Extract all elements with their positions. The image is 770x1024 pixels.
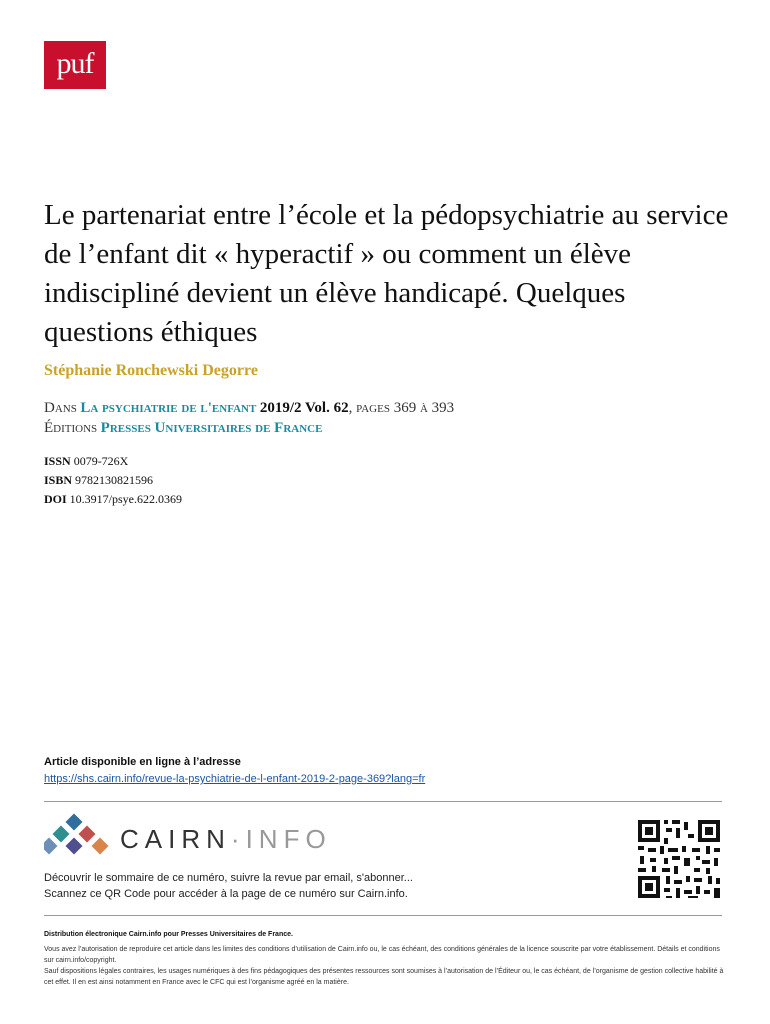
cairn-wordmark-dot: · — [230, 824, 246, 854]
doi-value[interactable]: 10.3917/psye.622.0369 — [69, 492, 183, 506]
publication-line — [44, 400, 454, 417]
legal-notice — [44, 929, 724, 988]
cairn-teaser — [44, 870, 413, 902]
isbn-line — [44, 471, 182, 490]
issn-line — [44, 452, 182, 471]
divider-bottom — [44, 915, 722, 916]
issn-value: 0079-726X — [73, 454, 129, 468]
cairn-wordmark — [120, 824, 332, 855]
isbn-value: 9782130821596 — [75, 473, 154, 487]
issue-link[interactable]: 2019/2 Vol. 62 — [259, 400, 349, 416]
legal-paragraph-2: Sauf dispositions légales contraires, les usages numériques à des fins pédagogiques des présentes ressources sont soumises à l’autorisation de l’Éditeur ou, le cas échéant, de l’organisme de gestion collective habilité à cet effet. Il en est ainsi notamment en France avec le CFC qui est l’organisme agréé en la matière. — [44, 968, 724, 986]
cairn-wordmark-main: CAIRN — [120, 824, 231, 854]
article-title: Le partenariat entre l’école et la pédopsychiatrie au service de l’enfant dit « hyperactif » ou comment un élève indiscipliné devient un élève handicapé. Quelques questions éthiques — [44, 199, 729, 348]
journal-link[interactable]: La psychiatrie de l'enfant — [80, 400, 257, 416]
availability-label: Article disponible en ligne à l’adresse — [44, 756, 241, 768]
teaser-line-1: Découvrir le sommaire de ce numéro, suivre la revue par email, s'abonner... — [44, 872, 413, 884]
identifiers — [44, 452, 182, 509]
cairn-wordmark-info: INFO — [245, 824, 332, 854]
editions-label: Éditions — [44, 420, 98, 436]
doi-line — [44, 490, 182, 509]
pages-range: , pages 369 à 393 — [348, 400, 455, 416]
cairn-logo-icon — [44, 812, 114, 862]
issn-label: ISSN — [44, 454, 71, 468]
puf-logo: puf — [44, 41, 106, 89]
legal-paragraph-1: Vous avez l’autorisation de reproduire cet article dans les limites des conditions d’utilisation de Cairn.info ou, le cas échéant, des conditions générales de la licence souscrite par votre établissement. Détails et conditions sur cairn.info/copyright. — [44, 946, 720, 964]
divider-top — [44, 801, 722, 802]
article-url-link[interactable]: https://shs.cairn.info/revue-la-psychiatrie-de-l-enfant-2019-2-page-369?lang=fr — [44, 773, 426, 785]
publisher-link[interactable]: Presses Universitaires de France — [100, 420, 323, 436]
qr-code-icon[interactable] — [636, 818, 722, 900]
teaser-line-2: Scannez ce QR Code pour accéder à la page de ce numéro sur Cairn.info. — [44, 888, 408, 900]
author-name[interactable]: Stéphanie Ronchewski Degorre — [44, 362, 258, 379]
distribution-notice: Distribution électronique Cairn.info pour Presses Universitaires de France. — [44, 931, 293, 938]
publisher-line — [44, 420, 322, 437]
doi-label: DOI — [44, 492, 67, 506]
isbn-label: ISBN — [44, 473, 73, 487]
dans-label: Dans — [44, 400, 77, 416]
